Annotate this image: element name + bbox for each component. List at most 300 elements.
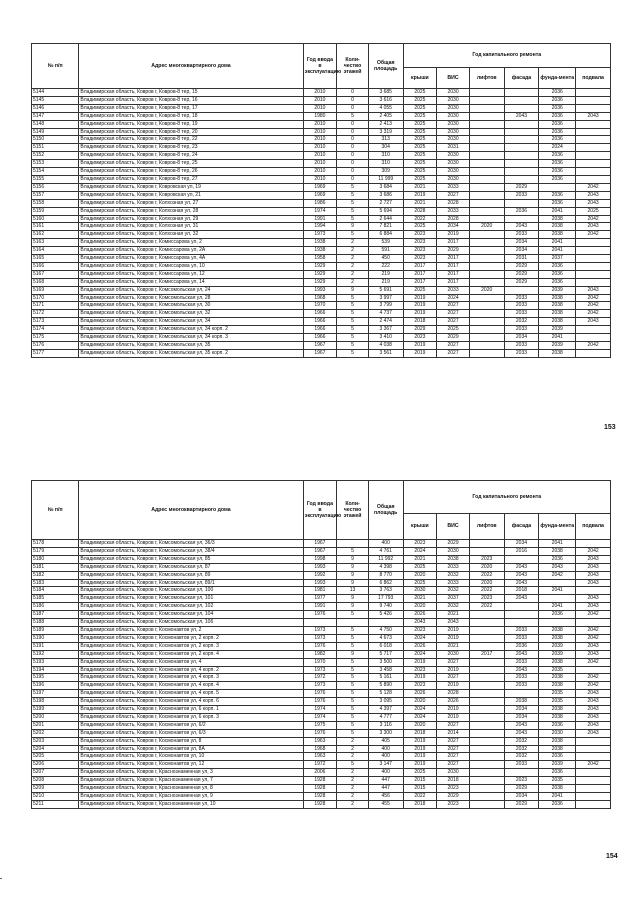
table-cell: Владимирская область, Ковров г, Комиссарова ул, 10 — [79, 262, 303, 270]
table-cell: 2028 — [437, 215, 470, 223]
table-cell: 3 685 — [368, 89, 403, 97]
table-cell — [469, 642, 504, 650]
table-cell: 2017 — [403, 270, 437, 278]
table-cell: 2043 — [576, 318, 611, 326]
header-floors-2: Коли-чество этажей — [337, 481, 369, 540]
table-cell — [469, 278, 504, 286]
table-cell: 2042 — [576, 183, 611, 191]
table-cell: 2010 — [303, 120, 337, 128]
table-cell: 2030 — [437, 650, 470, 658]
table-cell: 2 — [337, 247, 369, 255]
table-cell: 8 770 — [368, 571, 403, 579]
table-cell — [469, 247, 504, 255]
table-cell: 4 761 — [368, 547, 403, 555]
table-cell: 1966 — [303, 334, 337, 342]
table-cell: 5200 — [32, 713, 79, 721]
table-cell: 2019 — [403, 761, 437, 769]
table-cell: 2043 — [504, 112, 539, 120]
table-cell: Владимирская область, Ковров г, Ковров-8 тер, 23 — [79, 144, 303, 152]
table-cell: 2043 — [576, 713, 611, 721]
table-cell — [469, 713, 504, 721]
table-cell: 2039 — [539, 342, 576, 350]
table-cell: 2018 — [403, 729, 437, 737]
table-cell: 5182 — [32, 571, 79, 579]
table-row — [32, 326, 611, 334]
table-cell: 2043 — [576, 603, 611, 611]
table-cell: 1928 — [303, 785, 337, 793]
table-cell: 5 — [337, 626, 369, 634]
table-cell — [504, 603, 539, 611]
table-cell: 447 — [368, 785, 403, 793]
table-cell: 2035 — [539, 777, 576, 785]
table-cell: 2038 — [539, 215, 576, 223]
table-cell: 2017 — [403, 262, 437, 270]
table-cell: 2025 — [403, 769, 437, 777]
table-cell: 2027 — [437, 721, 470, 729]
table-cell: 2033 — [504, 326, 539, 334]
table-cell — [469, 112, 504, 120]
table-cell: 2026 — [403, 642, 437, 650]
table-cell: 2038 — [539, 231, 576, 239]
table-cell — [504, 144, 539, 152]
table-cell: 2 — [337, 255, 369, 263]
table-cell — [469, 168, 504, 176]
table-cell: 4 750 — [368, 626, 403, 634]
table-cell: 2042 — [576, 682, 611, 690]
table-cell: 5151 — [32, 144, 79, 152]
table-cell: Владимирская область, Ковров г, Космонавтов ул, 6 корп. 3 — [79, 713, 303, 721]
table-cell: 5144 — [32, 89, 79, 97]
table-cell: 2023 — [403, 626, 437, 634]
table-cell: 3 686 — [368, 191, 403, 199]
table-cell: 5 — [337, 690, 369, 698]
table-cell: 2010 — [303, 104, 337, 112]
table-cell: 5145 — [32, 96, 79, 104]
table-cell — [576, 152, 611, 160]
table-cell: 400 — [368, 745, 403, 753]
table-cell: 2 — [337, 793, 369, 801]
table-cell: 2038 — [539, 223, 576, 231]
table-cell: 2021 — [403, 199, 437, 207]
table-cell: 5187 — [32, 611, 79, 619]
table-cell: 1928 — [303, 793, 337, 801]
table-cell: 2 — [337, 745, 369, 753]
table-cell: 2024 — [403, 650, 437, 658]
table-cell: 2034 — [504, 706, 539, 714]
table-cell — [576, 270, 611, 278]
table-cell: 2010 — [303, 168, 337, 176]
table-cell: 1970 — [303, 302, 337, 310]
table-cell: 2023 — [437, 800, 470, 808]
table-cell: 2032 — [504, 737, 539, 745]
table-cell — [576, 262, 611, 270]
table-cell: 5 — [337, 611, 369, 619]
table-cell — [576, 120, 611, 128]
table-cell: 2019 — [403, 753, 437, 761]
table-cell: Владимирская область, Ковров г, Космонавтов ул, 4 корп. 5 — [79, 690, 303, 698]
table-cell — [576, 168, 611, 176]
table-cell: 1974 — [303, 706, 337, 714]
table-cell: 2028 — [403, 207, 437, 215]
table-cell: 2017 — [437, 255, 470, 263]
table-cell — [469, 800, 504, 808]
table-cell: 2029 — [504, 183, 539, 191]
table-cell: 5 — [337, 721, 369, 729]
table-row — [32, 215, 611, 223]
table-cell: 2027 — [437, 737, 470, 745]
table-cell: 5184 — [32, 587, 79, 595]
repair-schedule-table-1 — [31, 43, 611, 358]
table-cell: 2027 — [437, 342, 470, 350]
table-row — [32, 595, 611, 603]
table-cell — [469, 199, 504, 207]
table-cell: 5209 — [32, 785, 79, 793]
table-cell: 5 — [337, 191, 369, 199]
table-cell: 2023 — [403, 231, 437, 239]
table-cell: 400 — [368, 769, 403, 777]
table-cell: 1929 — [303, 262, 337, 270]
table-cell: 0 — [337, 160, 369, 168]
table-cell: 4 673 — [368, 634, 403, 642]
table-cell: 3 116 — [368, 721, 403, 729]
table-cell: 2036 — [539, 769, 576, 777]
table-cell: 2026 — [403, 690, 437, 698]
header-year: Год ввода в эксплуатацию — [303, 44, 337, 89]
table-cell: 3 147 — [368, 761, 403, 769]
table-cell: 2023 — [403, 682, 437, 690]
table-cell: 219 — [368, 278, 403, 286]
header-facade: фасада — [504, 67, 539, 88]
table-cell: 2036 — [539, 168, 576, 176]
table-cell: 2030 — [437, 168, 470, 176]
table-cell: 3 763 — [368, 587, 403, 595]
table-cell: 5179 — [32, 547, 79, 555]
table-cell: 1998 — [303, 555, 337, 563]
table-cell: 2027 — [437, 191, 470, 199]
table-row — [32, 160, 611, 168]
table-cell: 2043 — [504, 579, 539, 587]
table-cell: 2025 — [403, 136, 437, 144]
table-cell — [469, 666, 504, 674]
table-cell: 2024 — [403, 634, 437, 642]
table-cell: 5 — [337, 302, 369, 310]
table-cell: 5157 — [32, 191, 79, 199]
table-cell — [576, 737, 611, 745]
header-lifts-2: лифтов — [469, 513, 504, 539]
table-cell: 2041 — [539, 247, 576, 255]
table-cell: 5192 — [32, 650, 79, 658]
table-cell: 2042 — [576, 611, 611, 619]
table-row — [32, 642, 611, 650]
table-cell: 2022 — [469, 571, 504, 579]
table-cell: 2036 — [539, 96, 576, 104]
table-cell: 5156 — [32, 183, 79, 191]
table-cell: 2032 — [504, 318, 539, 326]
table-cell: 5150 — [32, 136, 79, 144]
table-cell: 2038 — [539, 737, 576, 745]
table-cell: 5 694 — [368, 207, 403, 215]
table-cell — [469, 152, 504, 160]
table-cell: 5174 — [32, 326, 79, 334]
table-cell: 5 — [337, 199, 369, 207]
table-cell: 5146 — [32, 104, 79, 112]
table-cell: 5160 — [32, 215, 79, 223]
header-repair-group-2: Год капитального ремонта — [403, 481, 610, 514]
table-cell: 1928 — [303, 800, 337, 808]
table-cell: Владимирская область, Ковров г, Комиссарова ул, 4А — [79, 255, 303, 263]
table-cell: 5 — [337, 547, 369, 555]
table-row — [32, 168, 611, 176]
table-cell: 5185 — [32, 595, 79, 603]
table-row — [32, 310, 611, 318]
table-cell: 5188 — [32, 619, 79, 627]
header-address-2: Адрес многоквартирного дома — [79, 481, 303, 540]
table-cell: 2030 — [437, 136, 470, 144]
table-cell: 1975 — [303, 721, 337, 729]
table-cell: 1974 — [303, 207, 337, 215]
table-cell: 0 — [337, 136, 369, 144]
table-cell — [576, 540, 611, 548]
table-cell: 5170 — [32, 294, 79, 302]
table-cell: 2043 — [504, 650, 539, 658]
table-cell: 2036 — [539, 800, 576, 808]
header-roof: крыши — [403, 67, 437, 88]
table-cell: 2038 — [539, 302, 576, 310]
table-cell: 2033 — [504, 302, 539, 310]
table-cell: 1973 — [303, 666, 337, 674]
table-cell: 3 616 — [368, 96, 403, 104]
table-cell: 0 — [337, 144, 369, 152]
table-cell: 591 — [368, 247, 403, 255]
table-row — [32, 587, 611, 595]
table-row — [32, 611, 611, 619]
table-cell: 2032 — [504, 753, 539, 761]
table-cell: 2038 — [539, 785, 576, 793]
table-cell: 1963 — [303, 737, 337, 745]
table-cell: 2019 — [437, 682, 470, 690]
table-cell — [469, 682, 504, 690]
table-cell: Владимирская область, Ковров г, Комсомольская ул, 34 корп. 2 — [79, 326, 303, 334]
table-cell: 2036 — [539, 112, 576, 120]
table-row — [32, 579, 611, 587]
table-cell — [576, 800, 611, 808]
table-cell: 1970 — [303, 658, 337, 666]
table-cell: Владимирская область, Ковров г, Краснознаменная ул, 3 — [79, 769, 303, 777]
table-cell: 2027 — [437, 658, 470, 666]
table-cell: Владимирская область, Ковров г, Краснознаменная ул, 10 — [79, 800, 303, 808]
table-cell: 2036 — [539, 152, 576, 160]
table-cell: 2034 — [504, 540, 539, 548]
header-area-2: Общая площадь — [368, 481, 403, 540]
table-cell: 2042 — [576, 761, 611, 769]
table-cell — [469, 96, 504, 104]
table-cell: 2025 — [403, 286, 437, 294]
table-cell — [469, 690, 504, 698]
table-cell: 2043 — [504, 595, 539, 603]
table-cell: 2017 — [437, 262, 470, 270]
table-cell: Владимирская область, Ковров г, Космонавтов ул, 2 корп. 3 — [79, 642, 303, 650]
table-cell: 9 740 — [368, 603, 403, 611]
table-cell: 1994 — [303, 223, 337, 231]
table-row — [32, 547, 611, 555]
table-cell — [504, 215, 539, 223]
table-cell — [469, 104, 504, 112]
table-cell: 5 — [337, 318, 369, 326]
table-cell: 1967 — [303, 342, 337, 350]
table-cell: 2023 — [403, 334, 437, 342]
table-row — [32, 745, 611, 753]
table-cell — [576, 777, 611, 785]
table-cell: Владимирская область, Ковров г, Краснознаменная ул, 9 — [79, 793, 303, 801]
table-cell: 0 — [337, 89, 369, 97]
header-lifts: лифтов — [469, 67, 504, 88]
table-cell — [504, 136, 539, 144]
table-row — [32, 183, 611, 191]
table-cell: 2025 — [403, 112, 437, 120]
table-cell — [469, 619, 504, 627]
table-cell: 2043 — [576, 286, 611, 294]
table-cell: 2039 — [539, 642, 576, 650]
table-cell: 2034 — [437, 223, 470, 231]
table-cell: 2031 — [504, 255, 539, 263]
table-cell — [576, 128, 611, 136]
table-cell: 2033 — [437, 579, 470, 587]
table-cell — [576, 278, 611, 286]
table-cell: 2 405 — [368, 112, 403, 120]
table-cell: 2020 — [469, 286, 504, 294]
table-cell — [576, 96, 611, 104]
table-cell: 2018 — [403, 318, 437, 326]
table-cell — [504, 619, 539, 627]
table-row — [32, 706, 611, 714]
table-cell: 1976 — [303, 642, 337, 650]
table-cell: 2023 — [504, 777, 539, 785]
table-cell: 2029 — [437, 793, 470, 801]
table-cell: 2043 — [576, 698, 611, 706]
table-row — [32, 262, 611, 270]
table-cell: 2043 — [576, 721, 611, 729]
table-cell: Владимирская область, Ковров г, Комсомольская ул, 85 — [79, 555, 303, 563]
table-cell: 2025 — [403, 563, 437, 571]
table-cell: 2028 — [437, 199, 470, 207]
table-cell: 2019 — [437, 626, 470, 634]
table-cell: 2025 — [403, 104, 437, 112]
table-cell: 5 — [337, 334, 369, 342]
table-cell: 2036 — [539, 753, 576, 761]
table-cell: 4 777 — [368, 713, 403, 721]
table-cell — [469, 753, 504, 761]
table-cell: 1966 — [303, 326, 337, 334]
table-cell: 5 — [337, 342, 369, 350]
table-cell: 2027 — [437, 310, 470, 318]
table-cell: 5211 — [32, 800, 79, 808]
table-cell: 2023 — [403, 247, 437, 255]
table-cell: Владимирская область, Ковров г, Комсомольская ул, 100 — [79, 587, 303, 595]
table-cell: 2041 — [539, 587, 576, 595]
table-row — [32, 207, 611, 215]
table-cell: 400 — [368, 753, 403, 761]
table-cell — [469, 769, 504, 777]
table-row — [32, 721, 611, 729]
table-cell: 5207 — [32, 769, 79, 777]
table-cell: Владимирская область, Ковров г, Колхозная ул, 31 — [79, 223, 303, 231]
table-cell: Владимирская область, Ковров г, Ковровская ул, 19 — [79, 183, 303, 191]
table-cell: 2041 — [539, 540, 576, 548]
table-cell: 5165 — [32, 255, 79, 263]
table-cell — [576, 334, 611, 342]
table-cell — [576, 104, 611, 112]
table-cell — [576, 793, 611, 801]
table-cell: 1991 — [303, 603, 337, 611]
table-cell: 5 — [337, 642, 369, 650]
table-cell: 1963 — [303, 753, 337, 761]
table-cell: 5 — [337, 231, 369, 239]
table-row — [32, 136, 611, 144]
table-cell — [469, 334, 504, 342]
table-row — [32, 96, 611, 104]
table-cell: 2006 — [303, 769, 337, 777]
table-row — [32, 247, 611, 255]
table-cell: 2033 — [504, 342, 539, 350]
table-cell: 2025 — [403, 89, 437, 97]
table-cell — [576, 175, 611, 183]
table-cell: 1967 — [303, 540, 337, 548]
table-cell: 2043 — [576, 563, 611, 571]
table-cell: 2 727 — [368, 199, 403, 207]
table-cell: 5194 — [32, 666, 79, 674]
table-cell: Владимирская область, Ковров г, Космонавтов ул, 4 корп. 2 — [79, 666, 303, 674]
table-cell: 2043 — [504, 721, 539, 729]
table-cell: 5198 — [32, 698, 79, 706]
table-cell: 5 717 — [368, 650, 403, 658]
table-cell: Владимирская область, Ковров г, Комиссарова ул, 2 — [79, 239, 303, 247]
table-cell: 2021 — [403, 555, 437, 563]
table-cell — [469, 777, 504, 785]
table-cell: 2024 — [539, 144, 576, 152]
table-cell: 11 992 — [368, 555, 403, 563]
table-cell: 2020 — [469, 223, 504, 231]
table-cell: 2020 — [403, 571, 437, 579]
table-cell: 5186 — [32, 603, 79, 611]
table-row — [32, 698, 611, 706]
table-cell: 310 — [368, 152, 403, 160]
table-cell: Владимирская область, Ковров г, Ковров-8 тер, 25 — [79, 160, 303, 168]
table-cell: 2 — [337, 769, 369, 777]
table-cell: 313 — [368, 136, 403, 144]
table-cell: 2043 — [576, 690, 611, 698]
table-cell — [504, 120, 539, 128]
table-cell: 310 — [368, 160, 403, 168]
table-cell: 2 644 — [368, 215, 403, 223]
table-cell: 2038 — [539, 713, 576, 721]
table-cell — [469, 547, 504, 555]
table-cell: 2042 — [576, 634, 611, 642]
table-cell: 455 — [368, 800, 403, 808]
header-roof-2: крыши — [403, 513, 437, 539]
table-row — [32, 89, 611, 97]
table-cell: 2022 — [403, 215, 437, 223]
table-cell: Владимирская область, Ковров г, Ковров-8 тер, 15 — [79, 89, 303, 97]
table-cell — [469, 128, 504, 136]
table-row — [32, 674, 611, 682]
table-cell — [576, 144, 611, 152]
table-cell — [504, 168, 539, 176]
table-cell: 2026 — [437, 698, 470, 706]
table-cell: 4 038 — [368, 342, 403, 350]
table-cell: 5155 — [32, 175, 79, 183]
table-cell: 3 095 — [368, 698, 403, 706]
table-cell: 2022 — [403, 793, 437, 801]
